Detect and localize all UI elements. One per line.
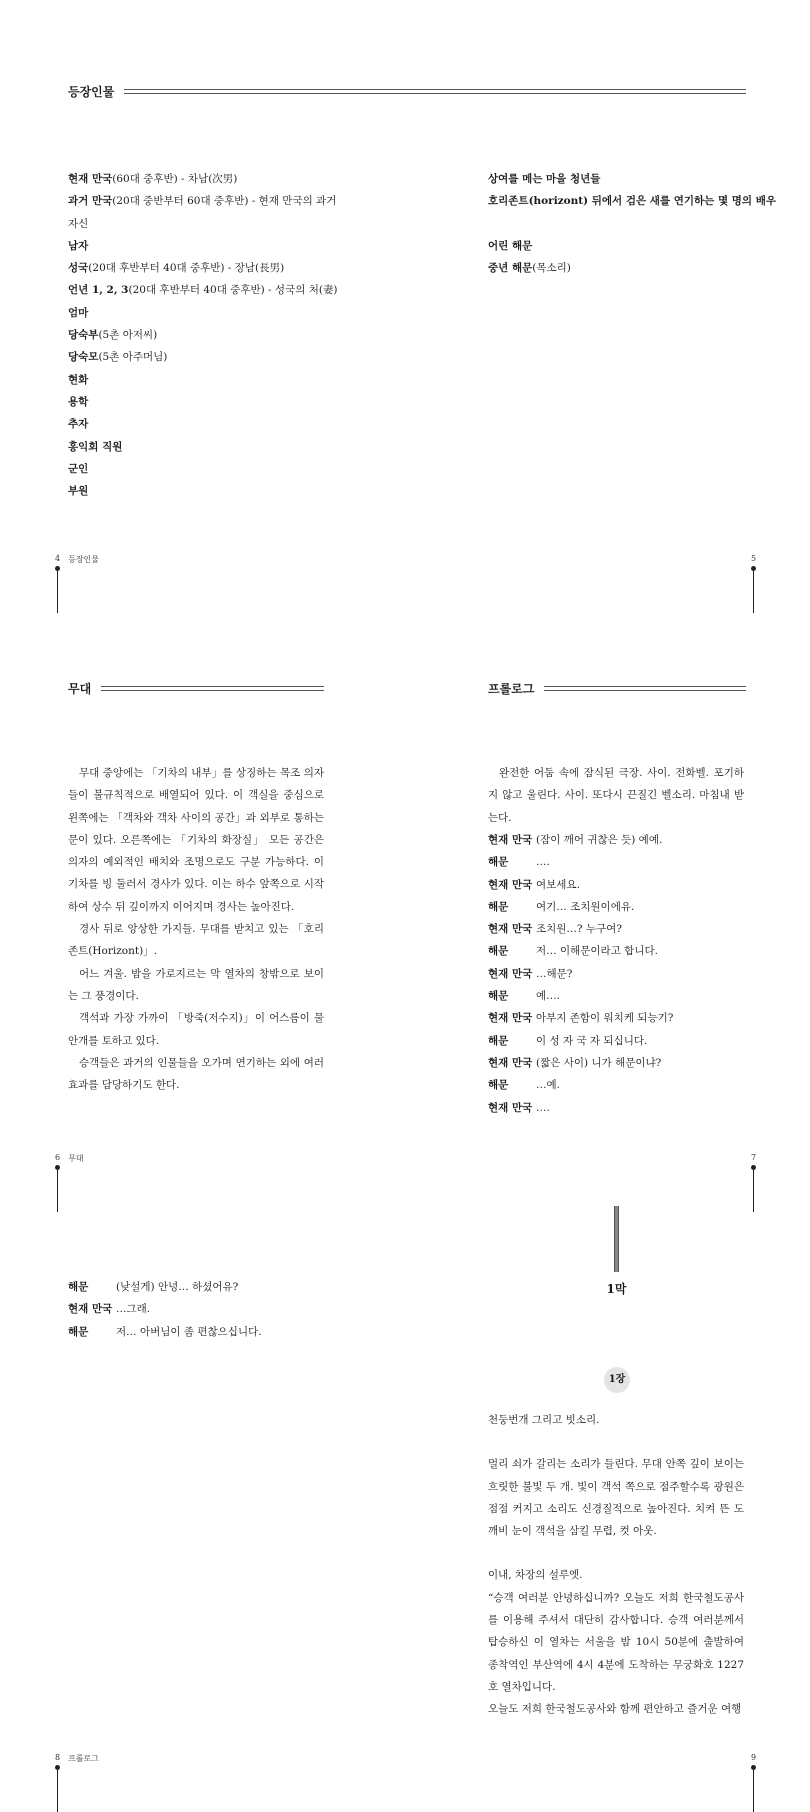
dialogue-line: 현재 만국 …그래.	[68, 1303, 151, 1316]
character-entry-spacer	[488, 213, 744, 235]
character-entry: 호리존트(horizont) 뒤에서 검은 새를 연기하는 몇 명의 배우	[488, 195, 776, 208]
heading-text: 무대	[68, 682, 92, 696]
page-number: 4	[55, 554, 61, 563]
character-entry: 현재 만국(60대 중후반) - 차남(次男)	[68, 173, 238, 185]
dialogue-line: 현재 만국 아부지 존함이 워치케 되능기?	[488, 1012, 674, 1025]
dialogue-line: 해문 (낮설게) 안녕… 하셨어유?	[68, 1281, 239, 1293]
page-number: 6	[55, 1153, 61, 1162]
heading-rule	[101, 686, 324, 691]
prologue-intro: 완전한 어둠 속에 잠식된 극장. 사이. 전화벨. 포기하지 않고 울린다. 사이. 또다시 끈질긴 벨소리. 마침내 받는다.	[488, 767, 744, 824]
act-divider-bar	[614, 1206, 619, 1272]
page-number: 5	[751, 554, 757, 563]
heading-rule	[124, 89, 746, 94]
stage-paragraph: 객석과 가장 가까이 「방죽(저수지)」이 어스름이 물안개를 토하고 있다.	[68, 1012, 324, 1047]
spread-stage-prologue	[0, 600, 810, 1200]
scene1-text	[488, 1409, 744, 1721]
stage-paragraph: 어느 겨울. 밤을 가로지르는 막 열차의 창밖으로 보이는 그 풍경이다.	[68, 967, 324, 1002]
section-heading-prologue	[488, 680, 746, 697]
character-entry: 엄마	[68, 306, 89, 319]
scene-badge: 1장	[604, 1367, 630, 1393]
dialogue-line: 해문 이 성 자 국 자 되십니다.	[488, 1034, 648, 1047]
stage-description	[68, 762, 324, 1096]
page-number: 9	[751, 1753, 757, 1762]
section-heading-characters	[68, 83, 746, 100]
stage-paragraph: 경사 뒤로 앙상한 가지들. 무대를 받치고 있는 「호리존트(Horizont)」.	[68, 923, 324, 958]
stage-direction: 천둥번개 그리고 빗소리.	[488, 1414, 600, 1426]
dialogue-line: 해문 여기… 조치원이에유.	[488, 900, 635, 913]
character-entry: 추자	[68, 418, 89, 431]
announcement: “승객 여러분 안녕하십니까? 오늘도 저희 한국철도공사를 이용해 주셔서 대단히 감사합니다. 승객 여러분께서 탑승하신 이 열차는 서울을 밤 10시 50분에 출발하여 종착역인 부산역에 4시 4분에 도착하는 무궁화호 1227호 열차입니다.	[488, 1591, 744, 1693]
heading-text: 프롤로그	[488, 682, 535, 696]
character-list-left	[68, 168, 338, 502]
character-entry: 중년 해문(목소리)	[488, 262, 571, 275]
folio-tick	[57, 1768, 58, 1812]
heading-text: 등장인물	[68, 85, 115, 99]
prologue-stage-direction	[488, 762, 744, 829]
folio-tick	[753, 1768, 754, 1812]
character-entry: 어린 해문	[488, 239, 533, 252]
stage-direction: 멀리 쇠가 갈리는 소리가 들린다. 무대 안쪽 깊이 보이는 흐릿한 불빛 두 개. 빛이 객석 쪽으로 점주할수록 광원은 점점 커지고 소리도 신경질적으로 높아진다. 치켜 뜬 도깨비 눈이 객석을 삼킬 무렵, 컷 아웃.	[488, 1458, 744, 1538]
character-entry: 성국(20대 후반부터 40대 중후반) - 장남(長男)	[68, 262, 285, 275]
section-heading-stage	[68, 680, 324, 697]
act-heading: 1막	[606, 1282, 627, 1296]
running-head: 프롤로그	[68, 1754, 100, 1763]
character-entry: 언년 1, 2, 3(20대 후반부터 40대 중후반) - 성국의 처(妻)	[68, 284, 338, 297]
folio-left	[55, 1753, 99, 1812]
dialogue-line: 해문 ….	[488, 856, 550, 869]
heading-rule	[544, 686, 746, 691]
prologue-dialogue	[488, 829, 744, 1119]
stage-paragraph: 무대 중앙에는 「기차의 내부」를 상징하는 목조 의자들이 불규칙적으로 배열되어 있다. 이 객실을 중심으로 왼쪽에는 「객차와 객차 사이의 공간」과 외부로 통하는 문이 있다. 오른쪽에는 「기차의 화장실」 모든 공간은 의자의 예외적인 배치와 조명으로도 구분 가능하다. 이 기차를 빙 둘러서 경사가 있다. 이는 하수 앞쪽으로 시작하여 상수 뒤 깊이까지 이어지며 경사는 높아진다.	[68, 767, 324, 913]
announcement-continued: 오늘도 저희 한국철도공사와 함께 편안하고 즐거운 여행	[488, 1703, 742, 1716]
page-number: 8	[55, 1753, 61, 1762]
dialogue-line: 현재 만국 조치원…? 누구여?	[488, 923, 622, 936]
character-entry: 군인	[68, 462, 89, 475]
page-number: 7	[751, 1153, 757, 1162]
running-head: 무대	[68, 1154, 84, 1163]
folio-right	[751, 1753, 756, 1812]
character-entry: 과거 만국(20대 중반부터 60대 중후반) - 현재 만국의 과거	[68, 195, 337, 208]
stage-paragraph: 승객들은 과거의 인물들을 오가며 연기하는 외에 여러 효과를 담당하기도 한다.	[68, 1056, 324, 1092]
spread-characters	[0, 0, 810, 600]
dialogue-line: 현재 만국 (잠이 깨어 귀찮은 듯) 예예.	[488, 834, 663, 846]
character-entry: 당숙모(5촌 아주머님)	[68, 351, 168, 364]
character-entry: 홍익회 직원	[68, 440, 123, 453]
dialogue-line: 현재 만국 여보세요.	[488, 878, 580, 891]
character-entry: 용학	[68, 395, 89, 408]
running-head: 등장인물	[68, 555, 100, 564]
character-entry: 현화	[68, 373, 89, 386]
dialogue-line: 현재 만국 (짧은 사이) 니가 해문이냐?	[488, 1056, 662, 1069]
dialogue-line: 현재 만국 …해문?	[488, 967, 573, 980]
character-entry: 남자	[68, 239, 89, 252]
stage-direction: 이내, 차장의 설루엣.	[488, 1569, 583, 1582]
dialogue-line: 해문 저… 아버님이 좀 편찮으십니다.	[68, 1325, 262, 1338]
character-entry: 당숙부(5촌 아저씨)	[68, 329, 158, 342]
character-entry: 부원	[68, 485, 89, 498]
dialogue-line: 해문 …예.	[488, 1079, 560, 1092]
dialogue-line: 해문 예….	[488, 990, 560, 1003]
character-list-right	[488, 168, 776, 279]
dialogue-line: 현재 만국 ….	[488, 1101, 550, 1114]
continued-dialogue	[68, 1276, 324, 1343]
dialogue-line: 해문 저… 이해문이라고 합니다.	[488, 945, 658, 958]
character-entry: 상여를 메는 마을 청년들	[488, 173, 601, 185]
character-entry: 자신	[68, 217, 89, 230]
